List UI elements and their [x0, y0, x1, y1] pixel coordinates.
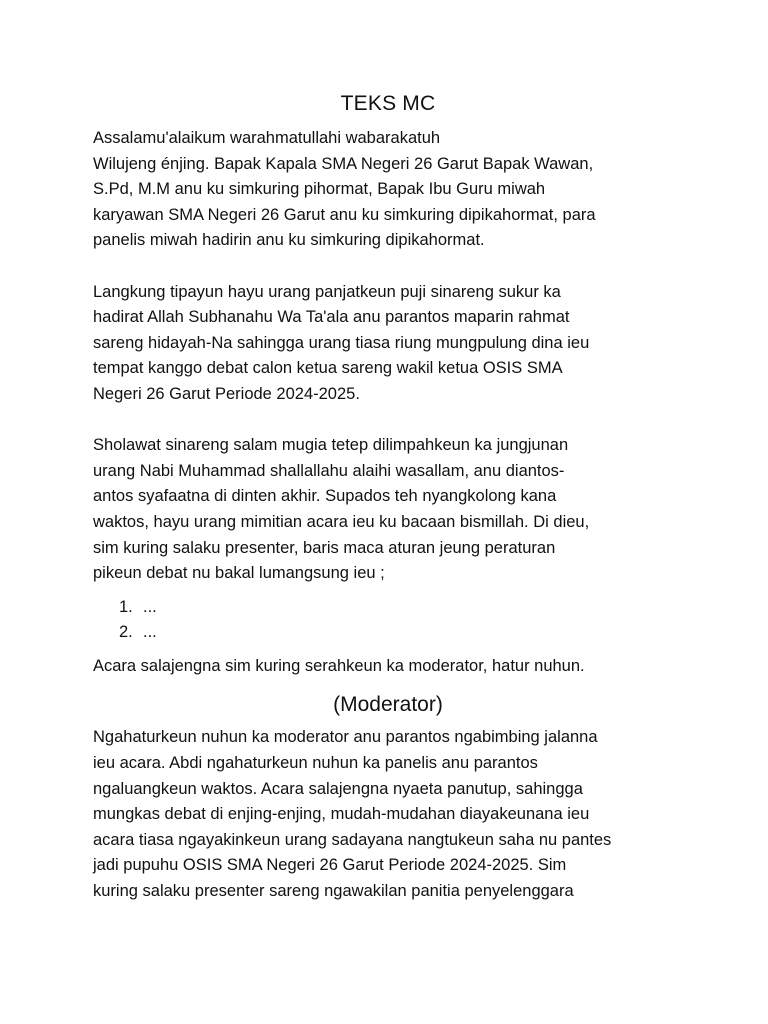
text-line: tempat kanggo debat calon ketua sareng wakil ketua OSIS SMA [93, 359, 563, 378]
paragraph-spacer [93, 254, 683, 280]
text-line: waktos, hayu urang mimitian acara ieu ku bacaan bismillah. Di dieu, [93, 512, 590, 531]
text-line: kuring salaku presenter sareng ngawakilan panitia penyelenggara [93, 882, 574, 901]
text-line: Sholawat sinareng salam mugia tetep dilimpahkeun ka jungjunan [93, 436, 569, 455]
rules-list [93, 595, 683, 646]
list-number: 1. [119, 597, 133, 616]
text-line: Negeri 26 Garut Periode 2024-2025. [93, 384, 360, 403]
text-line: Wilujeng énjing. Bapak Kapala SMA Negeri 26 Garut Bapak Wawan, [93, 154, 594, 173]
text-line: urang Nabi Muhammad shallallahu alaihi wasallam, anu diantos- [93, 461, 565, 480]
handover-text: Acara salajengna sim kuring serahkeun ka moderator, hatur nuhun. [93, 656, 585, 675]
moderator-heading: (Moderator) [333, 693, 443, 717]
list-item [93, 595, 683, 621]
text-line: Langkung tipayun hayu urang panjatkeun puji sinareng sukur ka [93, 282, 561, 301]
text-line: antos syafaatna di dinten akhir. Supados teh nyangkolong kana [93, 487, 557, 506]
text-line: ieu acara. Abdi ngahaturkeun nuhun ka panelis anu parantos [93, 754, 538, 773]
list-number: 2. [119, 623, 133, 642]
text-line: pikeun debat nu bakal lumangsung ieu ; [93, 564, 385, 583]
text-line: karyawan SMA Negeri 26 Garut anu ku simkuring dipikahormat, para [93, 205, 596, 224]
list-item [93, 620, 683, 646]
text-line: sareng hidayah-Na sahingga urang tiasa riung mungpulung dina ieu [93, 333, 590, 352]
text-line: jadi pupuhu OSIS SMA Negeri 26 Garut Periode 2024-2025. Sim [93, 856, 567, 875]
list-text: ... [143, 623, 157, 642]
text-line: acara tiasa ngayakinkeun urang sadayana nangtukeun saha nu pantes [93, 830, 612, 849]
praise-paragraph [93, 280, 683, 408]
paragraph-spacer [93, 408, 683, 434]
text-line: Ngahaturkeun nuhun ka moderator anu parantos ngabimbing jalanna [93, 728, 598, 747]
text-line: ngaluangkeun waktos. Acara salajengna nyaeta panutup, sahingga [93, 779, 583, 798]
document-title: TEKS MC [340, 92, 436, 115]
closing-paragraph [93, 725, 683, 904]
text-line: sim kuring salaku presenter, baris maca aturan jeung peraturan [93, 538, 556, 557]
text-line: panelis miwah hadirin anu ku simkuring dipikahormat. [93, 231, 485, 250]
text-line: mungkas debat di enjing-enjing, mudah-mudahan diayakeunana ieu [93, 805, 590, 824]
document-body [93, 88, 683, 905]
text-line: S.Pd, M.M anu ku simkuring pihormat, Bapak Ibu Guru miwah [93, 180, 546, 199]
opening-paragraph [93, 126, 683, 254]
text-line: hadirat Allah Subhanahu Wa Ta'ala anu parantos maparin rahmat [93, 308, 570, 327]
text-line: Assalamu'alaikum warahmatullahi wabarakatuh [93, 129, 441, 147]
list-text: ... [143, 597, 157, 616]
sholawat-paragraph [93, 433, 683, 587]
